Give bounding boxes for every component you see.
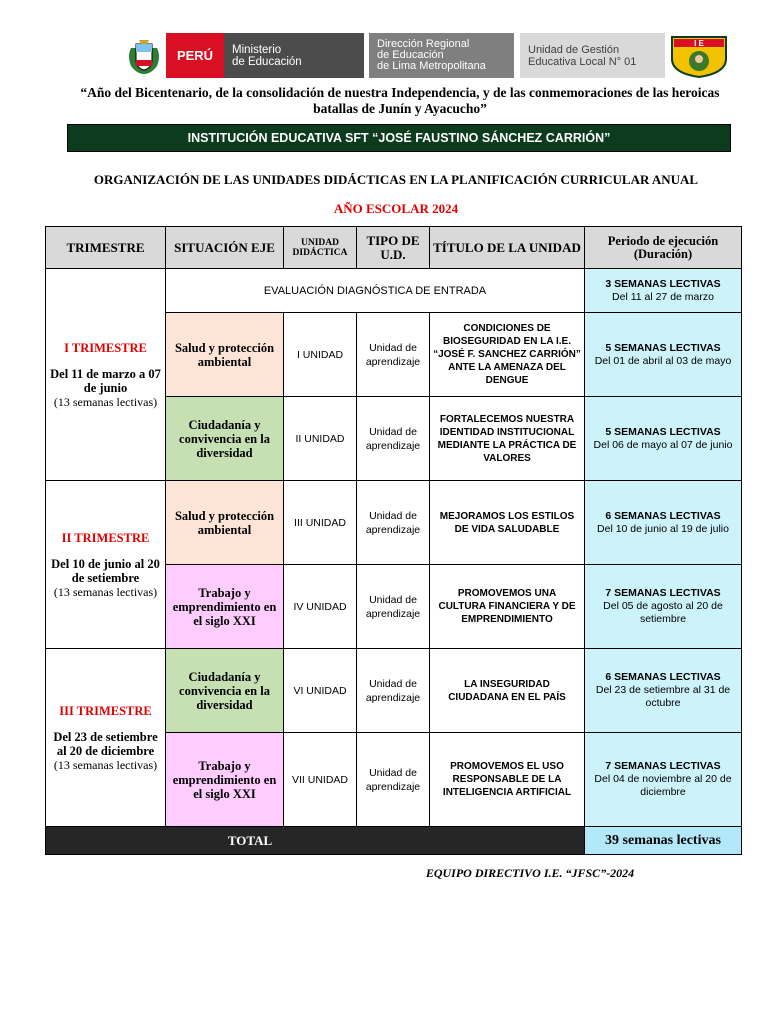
- header-titulo: TÍTULO DE LA UNIDAD: [430, 227, 585, 269]
- situation-cell: Ciudadanía y convivencia en la diversidad: [166, 649, 284, 733]
- table-row: [46, 481, 742, 565]
- period-cell: 3 SEMANAS LECTIVAS Del 11 al 27 de marzo: [585, 269, 742, 313]
- table-header-row: [46, 227, 742, 269]
- header-tipo: TIPO DE U.D.: [357, 227, 430, 269]
- period-cell: 6 SEMANAS LECTIVAS Del 10 de junio al 19 de julio: [585, 481, 742, 565]
- unit-cell: VI UNIDAD: [284, 649, 357, 733]
- institution-banner: INSTITUCIÓN EDUCATIVA SFT “JOSÉ FAUSTINO SÁNCHEZ CARRIÓN”: [67, 124, 731, 152]
- peru-logo: PERÚ: [166, 33, 224, 78]
- header-unidad: UNIDAD DIDÁCTICA: [284, 227, 357, 269]
- type-cell: Unidad de aprendizaje: [357, 649, 430, 733]
- unit-cell: VII UNIDAD: [284, 733, 357, 827]
- situation-cell: Salud y protección ambiental: [166, 313, 284, 397]
- header-periodo: Periodo de ejecución (Duración): [585, 227, 742, 269]
- unit-cell: I UNIDAD: [284, 313, 357, 397]
- trimester-cell: I TRIMESTRE Del 11 de marzo a 07 de junio (13 semanas lectivas): [46, 269, 166, 481]
- title-cell: PROMOVEMOS UNA CULTURA FINANCIERA Y DE EMPRENDIMIENTO: [430, 565, 585, 649]
- trimester-cell: III TRIMESTRE Del 23 de setiembre al 20 de diciembre (13 semanas lectivas): [46, 649, 166, 827]
- units-table: [45, 226, 742, 855]
- ministerio-logo: Ministerio de Educación: [224, 33, 364, 78]
- unit-cell: II UNIDAD: [284, 397, 357, 481]
- title-cell: FORTALECEMOS NUESTRA IDENTIDAD INSTITUCIONAL MEDIANTE LA PRÁCTICA DE VALORES: [430, 397, 585, 481]
- period-cell: 7 SEMANAS LECTIVAS Del 05 de agosto al 20 de setiembre: [585, 565, 742, 649]
- title-cell: PROMOVEMOS EL USO RESPONSABLE DE LA INTELIGENCIA ARTIFICIAL: [430, 733, 585, 827]
- period-cell: 6 SEMANAS LECTIVAS Del 23 de setiembre al 31 de octubre: [585, 649, 742, 733]
- situation-cell: Trabajo y emprendimiento en el siglo XXI: [166, 565, 284, 649]
- header-situacion: SITUACIÓN EJE: [166, 227, 284, 269]
- type-cell: Unidad de aprendizaje: [357, 481, 430, 565]
- total-row: [46, 827, 742, 855]
- table-row: [46, 649, 742, 733]
- evaluation-row: [46, 269, 742, 313]
- ugel-logo: Unidad de Gestión Educativa Local N° 01: [520, 33, 665, 78]
- school-logo-icon: [668, 33, 730, 78]
- document-title: ORGANIZACIÓN DE LAS UNIDADES DIDÁCTICAS EN LA PLANIFICACIÓN CURRICULAR ANUAL: [93, 172, 699, 187]
- total-value: 39 semanas lectivas: [585, 827, 742, 855]
- situation-cell: Salud y protección ambiental: [166, 481, 284, 565]
- coat-of-arms-icon: [122, 33, 166, 78]
- header-logos: [122, 33, 665, 78]
- period-cell: 7 SEMANAS LECTIVAS Del 04 de noviembre al 20 de diciembre: [585, 733, 742, 827]
- trimester-cell: II TRIMESTRE Del 10 de junio al 20 de setiembre (13 semanas lectivas): [46, 481, 166, 649]
- total-label: TOTAL: [46, 827, 585, 855]
- svg-text:I E: I E: [694, 39, 704, 48]
- type-cell: Unidad de aprendizaje: [357, 313, 430, 397]
- drelm-logo: Dirección Regional de Educación de Lima Metropolitana: [369, 33, 514, 78]
- unit-cell: III UNIDAD: [284, 481, 357, 565]
- unit-cell: IV UNIDAD: [284, 565, 357, 649]
- school-year: AÑO ESCOLAR 2024: [333, 201, 459, 216]
- signature: EQUIPO DIRECTIVO I.E. “JFSC”-2024: [425, 866, 635, 880]
- title-cell: LA INSEGURIDAD CIUDADANA EN EL PAÍS: [430, 649, 585, 733]
- title-cell: CONDICIONES DE BIOSEGURIDAD EN LA I.E. “JOSÉ F. SANCHEZ CARRIÓN” ANTE LA AMENAZA DEL DENGUE: [430, 313, 585, 397]
- type-cell: Unidad de aprendizaje: [357, 565, 430, 649]
- period-cell: 5 SEMANAS LECTIVAS Del 06 de mayo al 07 de junio: [585, 397, 742, 481]
- type-cell: Unidad de aprendizaje: [357, 733, 430, 827]
- situation-cell: Ciudadanía y convivencia en la diversidad: [166, 397, 284, 481]
- title-cell: MEJORAMOS LOS ESTILOS DE VIDA SALUDABLE: [430, 481, 585, 565]
- type-cell: Unidad de aprendizaje: [357, 397, 430, 481]
- period-cell: 5 SEMANAS LECTIVAS Del 01 de abril al 03 de mayo: [585, 313, 742, 397]
- situation-cell: Trabajo y emprendimiento en el siglo XXI: [166, 733, 284, 827]
- header-trimestre: TRIMESTRE: [46, 227, 166, 269]
- evaluation-label: EVALUACIÓN DIAGNÓSTICA DE ENTRADA: [166, 269, 585, 313]
- motto-text: “Año del Bicentenario, de la consolidación de nuestra Independencia, y de las conmemoraciones de las heroicas batallas de Junín y Ayacucho”: [80, 85, 720, 116]
